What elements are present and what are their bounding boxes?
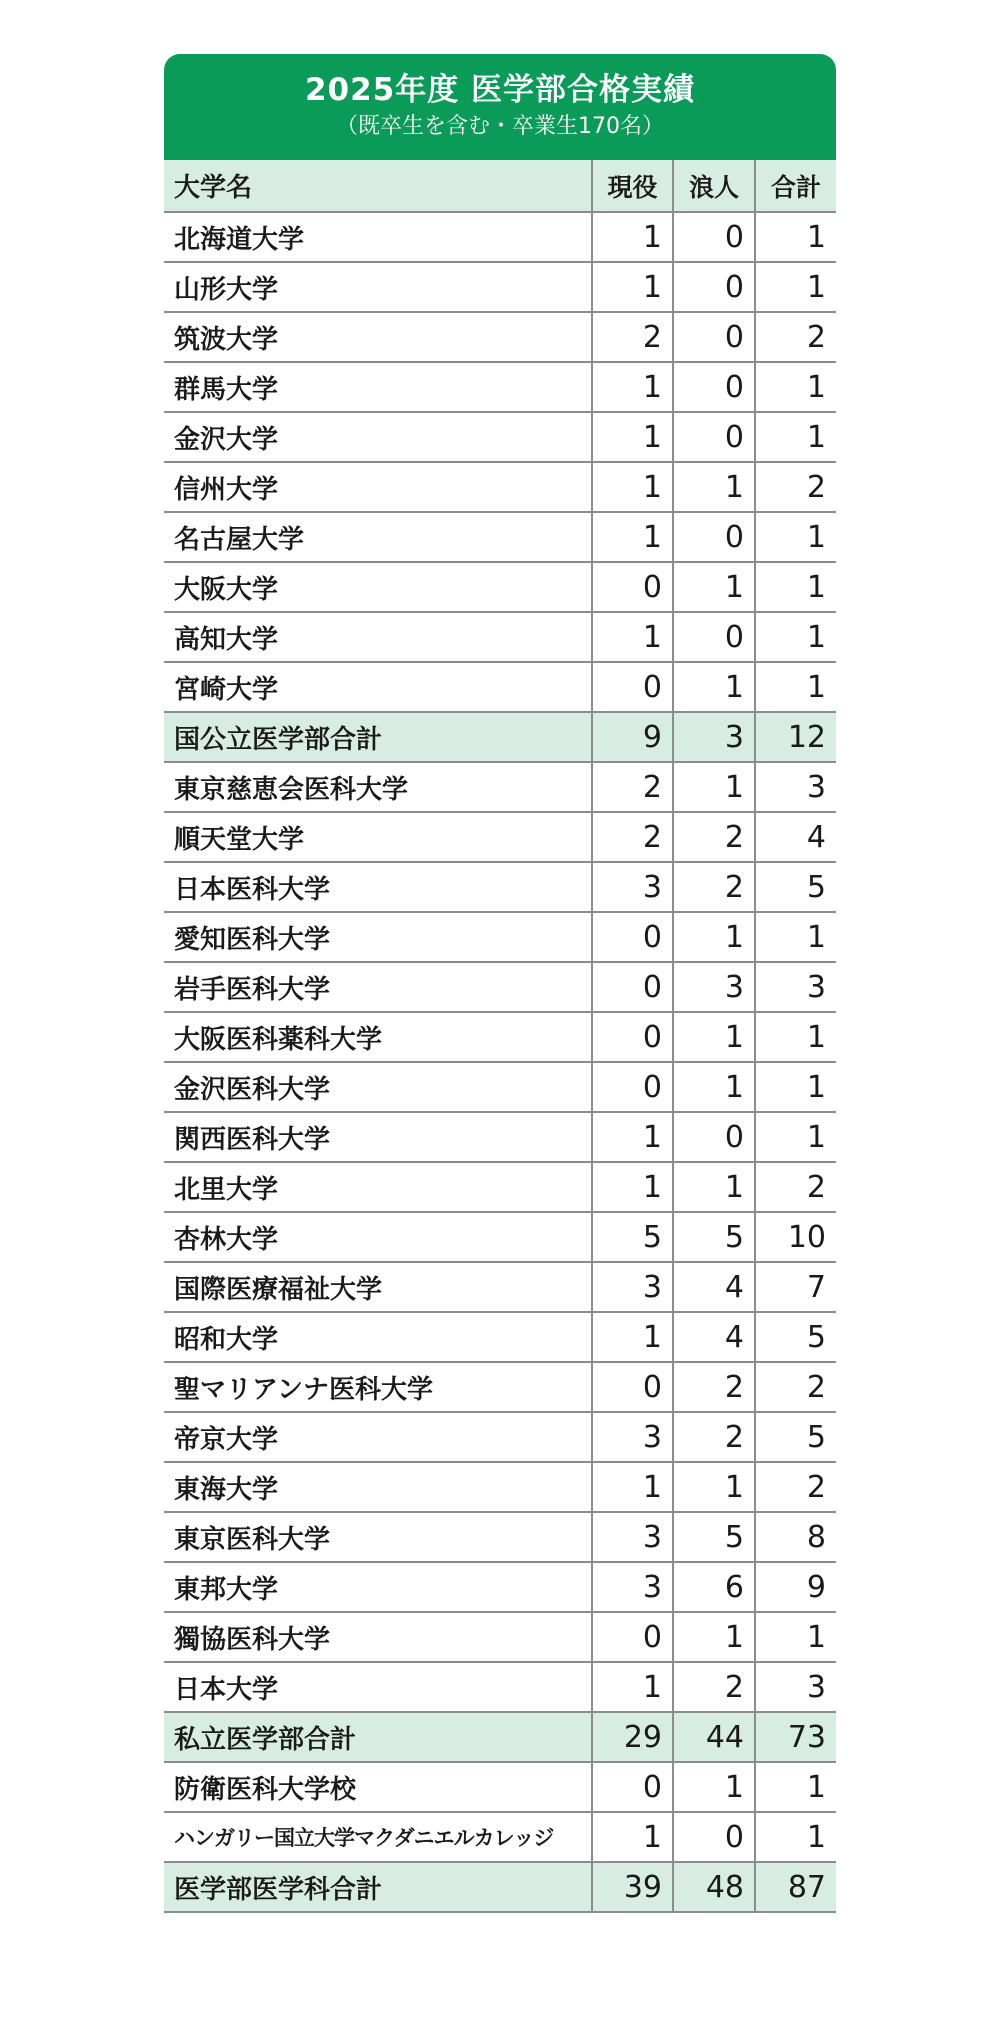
current-count: 1 (592, 612, 673, 662)
total-count: 1 (755, 1062, 836, 1112)
current-count: 3 (592, 1262, 673, 1312)
university-name: 杏林大学 (164, 1212, 592, 1262)
ronin-count: 0 (673, 312, 755, 362)
ronin-count: 3 (673, 962, 755, 1012)
ronin-count: 0 (673, 262, 755, 312)
university-name: 岩手医科大学 (164, 962, 592, 1012)
table-row (164, 1212, 836, 1262)
total-count: 1 (755, 1012, 836, 1062)
table-row (164, 862, 836, 912)
current-count: 1 (592, 1662, 673, 1712)
university-name: 宮崎大学 (164, 662, 592, 712)
ronin-count: 3 (673, 712, 755, 762)
ronin-count: 2 (673, 862, 755, 912)
column-header-ronin: 浪人 (673, 160, 755, 212)
ronin-count: 1 (673, 462, 755, 512)
total-row (164, 1712, 836, 1762)
ronin-count: 0 (673, 612, 755, 662)
total-count: 1 (755, 262, 836, 312)
results-card (164, 54, 836, 1913)
total-count: 2 (755, 1462, 836, 1512)
table-row (164, 1812, 836, 1862)
university-name: 愛知医科大学 (164, 912, 592, 962)
column-header-total: 合計 (755, 160, 836, 212)
ronin-count: 0 (673, 1812, 755, 1862)
university-name: 名古屋大学 (164, 512, 592, 562)
current-count: 1 (592, 212, 673, 262)
current-count: 2 (592, 812, 673, 862)
university-name: 日本医科大学 (164, 862, 592, 912)
current-count: 3 (592, 1562, 673, 1612)
table-row (164, 912, 836, 962)
table-row (164, 462, 836, 512)
ronin-count: 4 (673, 1312, 755, 1362)
results-table (164, 160, 836, 1913)
ronin-count: 1 (673, 562, 755, 612)
current-count: 0 (592, 1762, 673, 1812)
ronin-count: 0 (673, 1112, 755, 1162)
ronin-count: 5 (673, 1212, 755, 1262)
university-name: 日本大学 (164, 1662, 592, 1712)
total-count: 3 (755, 962, 836, 1012)
university-name: 順天堂大学 (164, 812, 592, 862)
university-name: 北海道大学 (164, 212, 592, 262)
total-count: 1 (755, 1812, 836, 1862)
total-count: 5 (755, 862, 836, 912)
university-name: 昭和大学 (164, 1312, 592, 1362)
table-row (164, 1062, 836, 1112)
ronin-count: 2 (673, 1362, 755, 1412)
ronin-count: 1 (673, 1462, 755, 1512)
ronin-count: 1 (673, 1162, 755, 1212)
current-count: 0 (592, 1062, 673, 1112)
university-name: 金沢大学 (164, 412, 592, 462)
total-count: 1 (755, 512, 836, 562)
ronin-count: 48 (673, 1862, 755, 1912)
total-count: 2 (755, 312, 836, 362)
current-count: 1 (592, 262, 673, 312)
ronin-count: 2 (673, 1662, 755, 1712)
current-count: 1 (592, 412, 673, 462)
ronin-count: 1 (673, 662, 755, 712)
ronin-count: 0 (673, 512, 755, 562)
total-count: 5 (755, 1312, 836, 1362)
total-count: 7 (755, 1262, 836, 1312)
ronin-count: 44 (673, 1712, 755, 1762)
total-count: 12 (755, 712, 836, 762)
total-count: 1 (755, 1762, 836, 1812)
ronin-count: 1 (673, 1612, 755, 1662)
total-count: 1 (755, 612, 836, 662)
total-count: 2 (755, 1162, 836, 1212)
current-count: 2 (592, 312, 673, 362)
ronin-count: 6 (673, 1562, 755, 1612)
current-count: 9 (592, 712, 673, 762)
ronin-count: 1 (673, 1062, 755, 1112)
table-row (164, 1012, 836, 1062)
current-count: 0 (592, 1362, 673, 1412)
university-name: 金沢医科大学 (164, 1062, 592, 1112)
table-row (164, 362, 836, 412)
current-count: 1 (592, 1462, 673, 1512)
table-row (164, 662, 836, 712)
current-count: 29 (592, 1712, 673, 1762)
page-subtitle: （既卒生を含む・卒業生170名） (336, 114, 664, 139)
total-count: 4 (755, 812, 836, 862)
university-name: 東京医科大学 (164, 1512, 592, 1562)
university-name: 国際医療福祉大学 (164, 1262, 592, 1312)
table-row (164, 1262, 836, 1312)
total-count: 3 (755, 762, 836, 812)
university-name: 大阪医科薬科大学 (164, 1012, 592, 1062)
university-name: 信州大学 (164, 462, 592, 512)
ronin-count: 1 (673, 912, 755, 962)
university-name: 山形大学 (164, 262, 592, 312)
current-count: 0 (592, 1012, 673, 1062)
university-name: 東京慈恵会医科大学 (164, 762, 592, 812)
ronin-count: 1 (673, 1012, 755, 1062)
ronin-count: 0 (673, 412, 755, 462)
table-row (164, 412, 836, 462)
ronin-count: 4 (673, 1262, 755, 1312)
total-count: 2 (755, 462, 836, 512)
university-name: 高知大学 (164, 612, 592, 662)
current-count: 1 (592, 1812, 673, 1862)
current-count: 39 (592, 1862, 673, 1912)
university-name: 聖マリアンナ医科大学 (164, 1362, 592, 1412)
table-row (164, 1662, 836, 1712)
current-count: 3 (592, 1512, 673, 1562)
current-count: 5 (592, 1212, 673, 1262)
table-row (164, 612, 836, 662)
column-header-current: 現役 (592, 160, 673, 212)
university-name: 獨協医科大学 (164, 1612, 592, 1662)
total-count: 73 (755, 1712, 836, 1762)
table-row (164, 512, 836, 562)
university-name: 大阪大学 (164, 562, 592, 612)
current-count: 1 (592, 462, 673, 512)
university-name: 東海大学 (164, 1462, 592, 1512)
total-row (164, 1862, 836, 1912)
table-row (164, 1112, 836, 1162)
current-count: 0 (592, 912, 673, 962)
total-row (164, 712, 836, 762)
current-count: 0 (592, 962, 673, 1012)
current-count: 0 (592, 1612, 673, 1662)
table-row (164, 1762, 836, 1812)
ronin-count: 1 (673, 762, 755, 812)
total-count: 1 (755, 212, 836, 262)
total-count: 8 (755, 1512, 836, 1562)
table-row (164, 1562, 836, 1612)
ronin-count: 0 (673, 212, 755, 262)
current-count: 3 (592, 862, 673, 912)
table-row (164, 812, 836, 862)
university-name: 北里大学 (164, 1162, 592, 1212)
table-row (164, 1512, 836, 1562)
current-count: 1 (592, 1312, 673, 1362)
table-row (164, 312, 836, 362)
university-name: 群馬大学 (164, 362, 592, 412)
current-count: 3 (592, 1412, 673, 1462)
ronin-count: 1 (673, 1762, 755, 1812)
total-count: 1 (755, 662, 836, 712)
table-row (164, 1412, 836, 1462)
total-count: 5 (755, 1412, 836, 1462)
university-name: 筑波大学 (164, 312, 592, 362)
table-row (164, 262, 836, 312)
total-count: 1 (755, 912, 836, 962)
university-name: 医学部医学科合計 (164, 1862, 592, 1912)
university-name: ハンガリー国立大学マクダニエルカレッジ (164, 1812, 592, 1862)
total-count: 1 (755, 1612, 836, 1662)
current-count: 1 (592, 1162, 673, 1212)
total-count: 10 (755, 1212, 836, 1262)
ronin-count: 0 (673, 362, 755, 412)
current-count: 0 (592, 562, 673, 612)
university-name: 防衛医科大学校 (164, 1762, 592, 1812)
total-count: 9 (755, 1562, 836, 1612)
current-count: 1 (592, 512, 673, 562)
page-title: 2025年度 医学部合格実績 (304, 72, 696, 108)
total-count: 1 (755, 412, 836, 462)
table-row (164, 1462, 836, 1512)
total-count: 1 (755, 1112, 836, 1162)
university-name: 国公立医学部合計 (164, 712, 592, 762)
table-row (164, 962, 836, 1012)
ronin-count: 2 (673, 812, 755, 862)
table-row (164, 1312, 836, 1362)
university-name: 帝京大学 (164, 1412, 592, 1462)
ronin-count: 5 (673, 1512, 755, 1562)
table-row (164, 212, 836, 262)
column-header-university: 大学名 (164, 160, 592, 212)
current-count: 2 (592, 762, 673, 812)
current-count: 1 (592, 362, 673, 412)
total-count: 1 (755, 362, 836, 412)
total-count: 2 (755, 1362, 836, 1412)
table-row (164, 1612, 836, 1662)
current-count: 1 (592, 1112, 673, 1162)
university-name: 東邦大学 (164, 1562, 592, 1612)
university-name: 私立医学部合計 (164, 1712, 592, 1762)
table-row (164, 1162, 836, 1212)
table-header-banner (164, 54, 836, 160)
column-header-row (164, 160, 836, 212)
total-count: 3 (755, 1662, 836, 1712)
current-count: 0 (592, 662, 673, 712)
ronin-count: 2 (673, 1412, 755, 1462)
table-row (164, 1362, 836, 1412)
total-count: 87 (755, 1862, 836, 1912)
results-body (164, 212, 836, 1912)
table-row (164, 562, 836, 612)
total-count: 1 (755, 562, 836, 612)
table-row (164, 762, 836, 812)
university-name: 関西医科大学 (164, 1112, 592, 1162)
